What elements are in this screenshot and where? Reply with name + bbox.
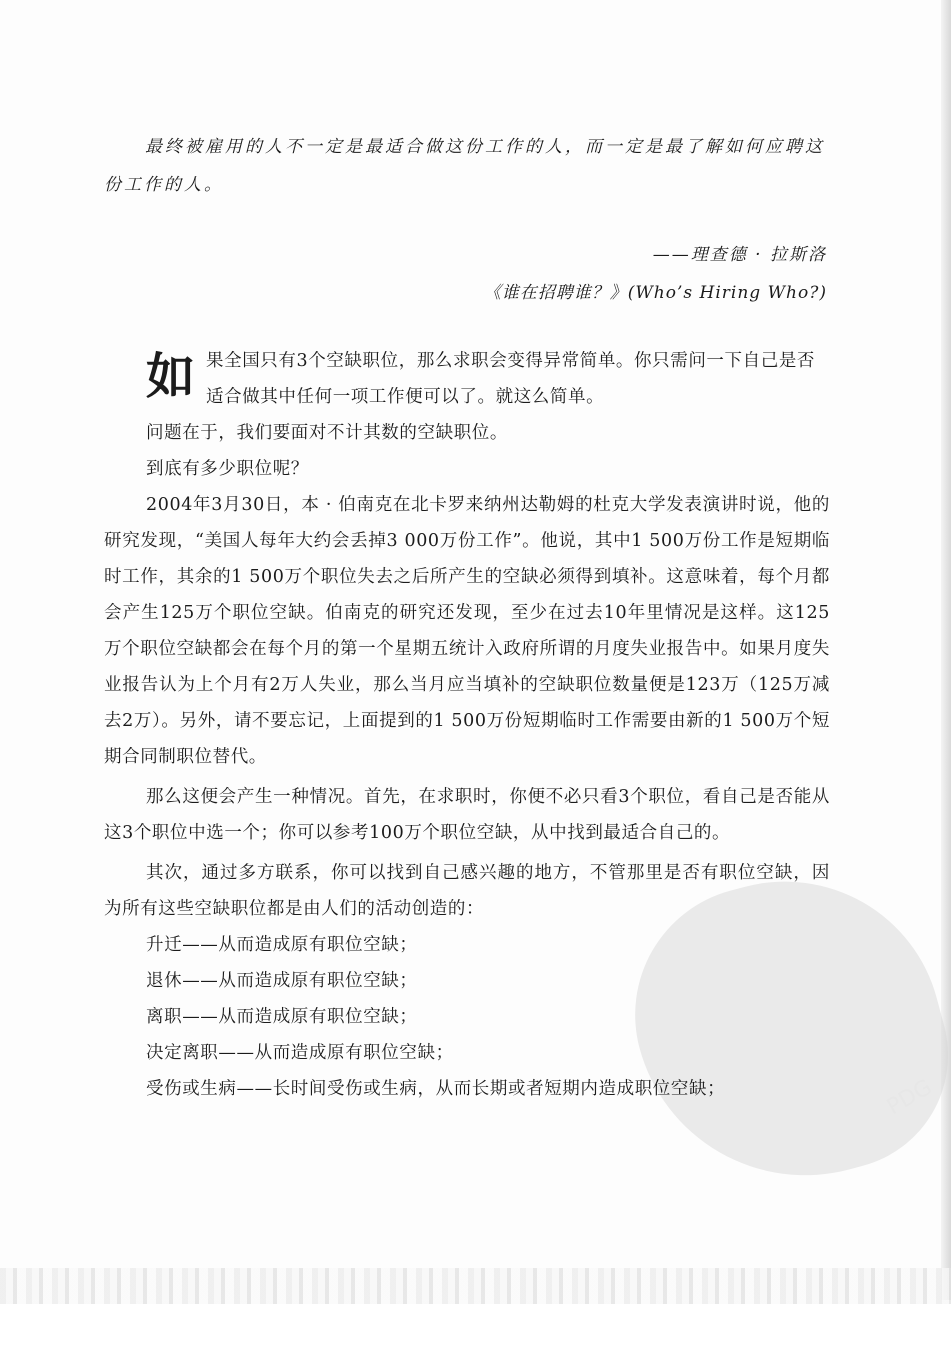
scan-artifact-strip <box>0 1268 951 1304</box>
body-text <box>104 415 830 1107</box>
paragraph: 到底有多少职位呢？ <box>146 459 309 479</box>
paragraph: 那么这便会产生一种情况。首先，在求职时，你便不必只看3个职位，看自己是否能从这3个职位中选一个；你可以参考100万个职位空缺，从中找到最适合自己的。 <box>104 787 830 843</box>
epigraph-source: 《谁在招聘谁？》(Who’s Hiring Who?) <box>483 283 827 303</box>
list-item: 离职——从而造成原有职位空缺； <box>146 1007 418 1027</box>
list-item: 退休——从而造成原有职位空缺； <box>146 971 418 991</box>
paragraph: 2004年3月30日，本 · 伯南克在北卡罗来纳州达勒姆的杜克大学发表演讲时说，他的研究发现，“美国人每年大约会丢掉3 000万份工作”。他说，其中1 500万份工作是短期临时工作，其余的1 500万个职位失去之后所产生的空缺必须得到填补。这意味着，每个月都会产生125万个职位空缺。伯南克的研究还发现，至少在过去10年里情况是这样。这125万个职位空缺都会在每个月的第一个星期五统计入政府所谓的月度失业报告中。如果月度失业报告认为上个月有2万人失业，那么当月应当填补的空缺职位数量便是123万（125万减去2万）。另外，请不要忘记，上面提到的1 500万份短期临时工作需要由新的1 500万个短期合同制职位替代。 <box>104 495 830 767</box>
drop-cap: 如 <box>146 347 196 405</box>
paragraph: 问题在于，我们要面对不计其数的空缺职位。 <box>146 423 508 443</box>
page-edge-shadow <box>941 0 951 1300</box>
list-item: 决定离职——从而造成原有职位空缺； <box>146 1043 454 1063</box>
paragraph: 其次，通过多方联系，你可以找到自己感兴趣的地方，不管那里是否有职位空缺，因为所有这些空缺职位都是由人们的活动创造的： <box>104 863 830 919</box>
epigraph-quote: 最终被雇用的人不一定是最适合做这份工作的人，而一定是最了解如何应聘这份工作的人。 <box>104 137 825 195</box>
opening-paragraph: 果全国只有3个空缺职位，那么求职会变得异常简单。你只需问一下自己是否适合做其中任何一项工作便可以了。就这么简单。 <box>206 351 816 407</box>
list-item: 升迁——从而造成原有职位空缺； <box>146 935 418 955</box>
list-item: 受伤或生病——长时间受伤或生病，从而长期或者短期内造成职位空缺； <box>146 1079 726 1099</box>
watermark-label: PDG <box>882 1074 937 1121</box>
epigraph-author: ——理查德 · 拉斯洛 <box>652 245 827 265</box>
